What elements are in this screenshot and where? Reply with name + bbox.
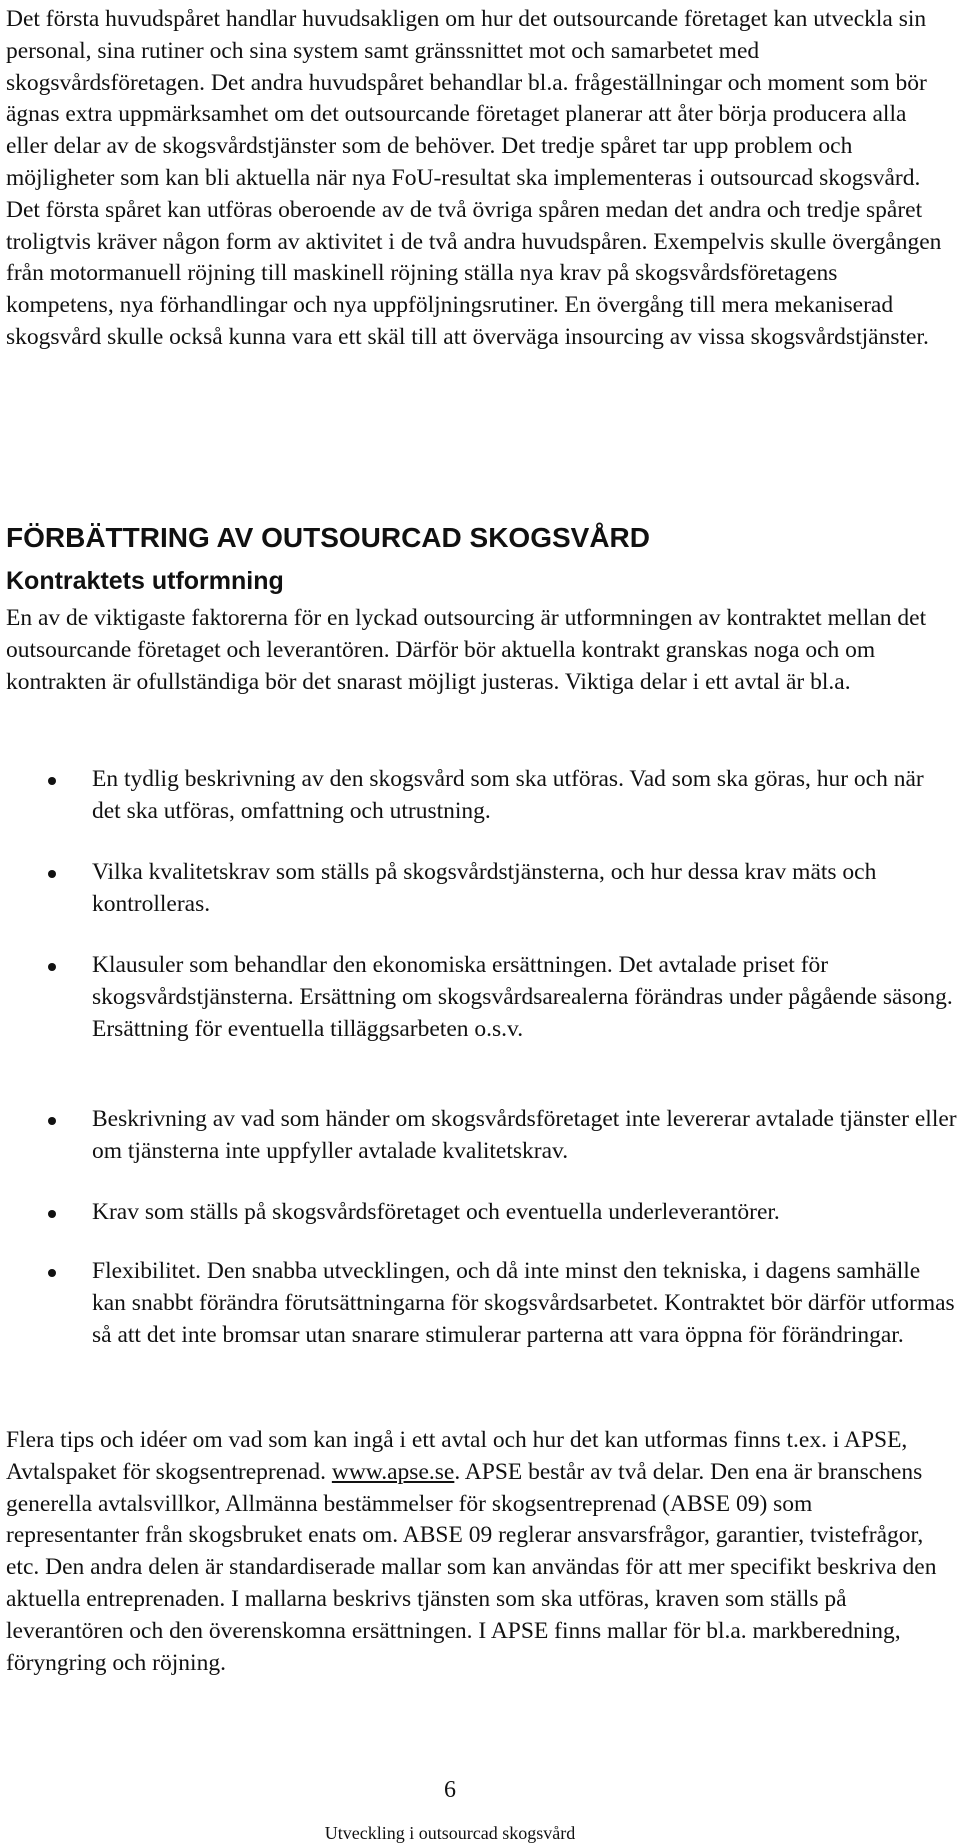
list-item-text: Beskrivning av vad som händer om skogsvårdsföretaget inte levererar avtalade tjänster eller om tjänsterna inte uppfyller avtalade kvalitetskrav. xyxy=(92,1106,957,1164)
bullet-icon xyxy=(48,1210,56,1218)
list-item-text: Klausuler som behandlar den ekonomiska ersättningen. Det avtalade priset för skogsvårdstjänsterna. Ersättning om skogsvårdsarealerna förändras under pågående säsong. Ersättning för eventuella tilläggsarbeten o.s.v. xyxy=(92,952,953,1042)
bullet-icon xyxy=(48,963,56,971)
page-footer: Utveckling i outsourcad skogsvård xyxy=(324,1823,576,1843)
list-item-text: Flexibilitet. Den snabba utvecklingen, och då inte minst den tekniska, i dagens samhälle kan snabbt förändra förutsättningarna för skogsvårdsarbetet. Kontraktet bör därför utformas så att det inte bromsar utan snarare stimulerar parterna att vara öppna för förändringar. xyxy=(92,1258,955,1348)
apse-text-after-link: . APSE består av två delar. Den ena är branschens generella avtalsvillkor, Allmänna bestämmelser för skogsentreprenad (ABSE 09) som representanter från skogsbruket enats om. ABSE 09 reglerar ansvarsfrågor, garantier, tvistefrågor, etc. Den andra delen är standardiserade mallar som kan användas för att mer specifikt beskriva den aktuella entreprenaden. I mallarna beskrivs tjänsten som ska utföras, kraven som ställs på leverantören och den överenskomna ersättningen. I APSE finns mallar för bl.a. markberedning, föryngring och röjning. xyxy=(6,1458,937,1676)
bullet-icon xyxy=(48,777,56,785)
apse-text-before-link: Flera tips och idéer om vad som kan ingå i ett avtal och hur det kan utformas finns t.ex. i APSE, Avtalspaket för skogsentreprenad. xyxy=(6,1427,908,1485)
apse-link[interactable]: www.apse.se xyxy=(331,1458,455,1485)
subsection-heading: Kontraktets utformning xyxy=(6,567,284,595)
list-item-text: Krav som ställs på skogsvårdsföretaget och eventuella underleverantörer. xyxy=(92,1199,780,1225)
page-number: 6 xyxy=(444,1777,456,1803)
bullet-icon xyxy=(48,1269,56,1277)
bullet-icon xyxy=(48,870,56,878)
apse-paragraph xyxy=(6,1425,942,1679)
contract-paragraph: En av de viktigaste faktorerna för en lyckad outsourcing är utformningen av kontraktet mellan det outsourcande företaget och leverantören. Därför bör aktuella kontrakt granskas noga och om kontrakten är ofullständiga bör det snarast möjligt justeras. Viktiga delar i ett avtal är bl.a. xyxy=(6,605,927,695)
list-item-text: Vilka kvalitetskrav som ställs på skogsvårdstjänsterna, och hur dessa krav mäts och kontrolleras. xyxy=(92,859,877,917)
intro-paragraph: Det första huvudspåret handlar huvudsakligen om hur det outsourcande företaget kan utveckla sin personal, sina rutiner och sina system samt gränssnittet mot och samarbetet med skogsvårdsföretagen. Det andra huvudspåret behandlar bl.a. frågeställningar och moment som bör ägnas extra uppmärksamhet om det outsourcande företaget planerar att åter börja producera alla eller delar av de skogsvårdstjänster som de behöver. Det tredje spåret tar upp problem och möjligheter som kan bli aktuella när nya FoU-resultat ska implementeras i outsourcad skogsvård. Det första spåret kan utföras oberoende av de två övriga spåren medan det andra och tredje spåret troligtvis kräver någon form av aktivitet i de två andra huvudspåren. Exempelvis skulle övergången från motormanuell röjning till maskinell röjning ställa nya krav på skogsvårdsföretagens kompetens, nya förhandlingar och nya uppföljningsrutiner. En övergång till mera mekaniserad skogsvård skulle också kunna vara ett skäl till att överväga insourcing av vissa skogsvårdstjänster. xyxy=(6,6,942,350)
list-item-text: En tydlig beskrivning av den skogsvård som ska utföras. Vad som ska göras, hur och när det ska utföras, omfattning och utrustning. xyxy=(92,766,924,824)
section-heading: FÖRBÄTTRING AV OUTSOURCAD SKOGSVÅRD xyxy=(6,522,650,553)
bullet-icon xyxy=(48,1117,56,1125)
